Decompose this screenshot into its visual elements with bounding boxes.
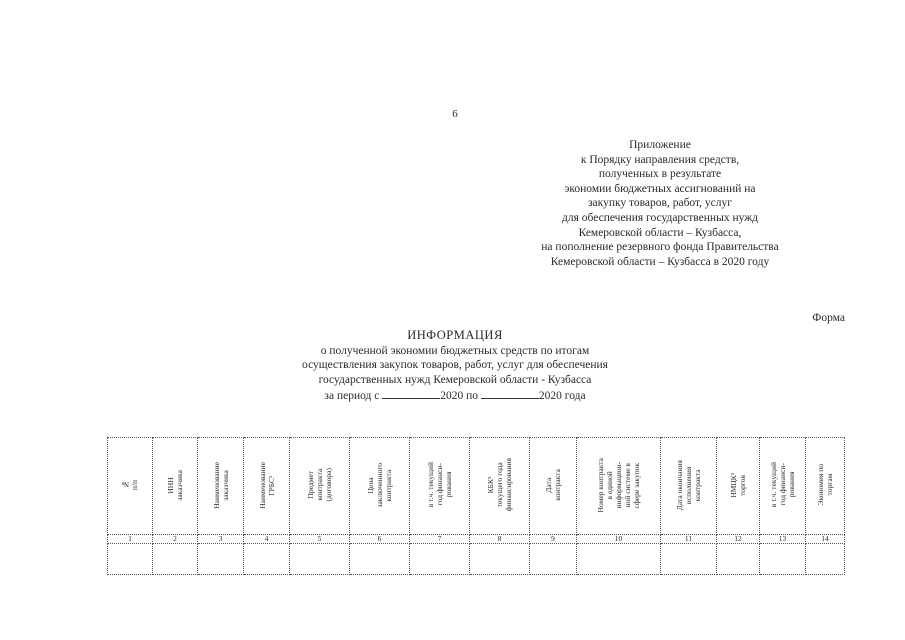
document-title — [210, 328, 700, 404]
form-label: Форма — [812, 312, 845, 324]
table-header-row — [108, 438, 845, 535]
period-middle: 2020 по — [440, 390, 479, 403]
appendix-line: закупку товаров, работ, услуг — [588, 197, 732, 210]
table-cell — [577, 544, 661, 575]
title-line: осуществления закупок товаров, работ, услуг для обеспечения — [302, 359, 608, 372]
period-suffix: 2020 года — [538, 390, 586, 403]
report-table — [107, 437, 845, 575]
appendix-line: на пополнение резервного фонда Правительства — [541, 241, 779, 254]
table-cell — [350, 544, 410, 575]
column-number-row — [108, 535, 845, 544]
appendix-block — [470, 138, 850, 269]
header-cell: Дата окончания исполнения контракта — [661, 438, 717, 535]
appendix-line: Приложение — [629, 139, 691, 151]
header-cell: Дата контракта — [530, 438, 577, 535]
table-row — [108, 544, 845, 575]
table-cell — [198, 544, 244, 575]
table-cell — [410, 544, 470, 575]
appendix-line: Кемеровской области – Кузбасса в 2020 году — [550, 255, 770, 268]
column-number: 14 — [806, 535, 845, 544]
appendix-line: к Порядку направления средств, — [580, 153, 740, 166]
table-cell — [470, 544, 530, 575]
column-number: 12 — [717, 535, 760, 544]
header-cell: Наименование ГРБС¹ — [244, 438, 290, 535]
header-cell: в т.ч. текущий год финанси- рования — [760, 438, 806, 535]
header-cell: в т.ч. текущий год финанси- рования — [410, 438, 470, 535]
header-cell: Цена заключенного контракта — [350, 438, 410, 535]
column-number: 2 — [153, 535, 198, 544]
title-line: государственных нужд Кемеровской области - Кузбасса — [318, 373, 592, 386]
column-number: 13 — [760, 535, 806, 544]
table-cell — [244, 544, 290, 575]
column-number: 5 — [290, 535, 350, 544]
period-start-blank[interactable] — [382, 387, 440, 399]
appendix-line: экономии бюджетных ассигнований на — [564, 182, 756, 195]
column-number: 9 — [530, 535, 577, 544]
header-cell: Предмет контракта (договора) — [290, 438, 350, 535]
appendix-line: полученных в результате — [598, 168, 722, 181]
column-number: 10 — [577, 535, 661, 544]
appendix-line: для обеспечения государственных нужд — [562, 211, 758, 224]
column-number: 6 — [350, 535, 410, 544]
table-cell — [153, 544, 198, 575]
column-number: 7 — [410, 535, 470, 544]
table-cell — [806, 544, 845, 575]
table-cell — [661, 544, 717, 575]
title-line: о полученной экономии бюджетных средств по итогам — [320, 344, 590, 357]
header-cell: Экономия по торгам — [806, 438, 845, 535]
title-heading: ИНФОРМАЦИЯ — [407, 328, 503, 342]
appendix-line: Кемеровской области – Кузбасса, — [578, 226, 742, 239]
column-number: 3 — [198, 535, 244, 544]
column-number: 11 — [661, 535, 717, 544]
table-cell — [760, 544, 806, 575]
header-cell: Номер контракта в единой информацион- ной системе в сфере закупок — [577, 438, 661, 535]
page-number: 6 — [452, 108, 458, 120]
header-cell: ИНН заказчика — [153, 438, 198, 535]
table-cell — [290, 544, 350, 575]
column-number: 1 — [108, 535, 153, 544]
period-end-blank[interactable] — [481, 387, 539, 399]
column-number: 4 — [244, 535, 290, 544]
header-cell: КБК² текущего года финансирования — [470, 438, 530, 535]
header-cell: № п/п — [108, 438, 153, 535]
period-prefix: за период с — [324, 390, 380, 403]
period-line — [210, 387, 700, 404]
table-cell — [108, 544, 153, 575]
table-cell — [717, 544, 760, 575]
table-cell — [530, 544, 577, 575]
column-number: 8 — [470, 535, 530, 544]
header-cell: НМЦК³ торгов — [717, 438, 760, 535]
header-cell: Наименование заказчика — [198, 438, 244, 535]
